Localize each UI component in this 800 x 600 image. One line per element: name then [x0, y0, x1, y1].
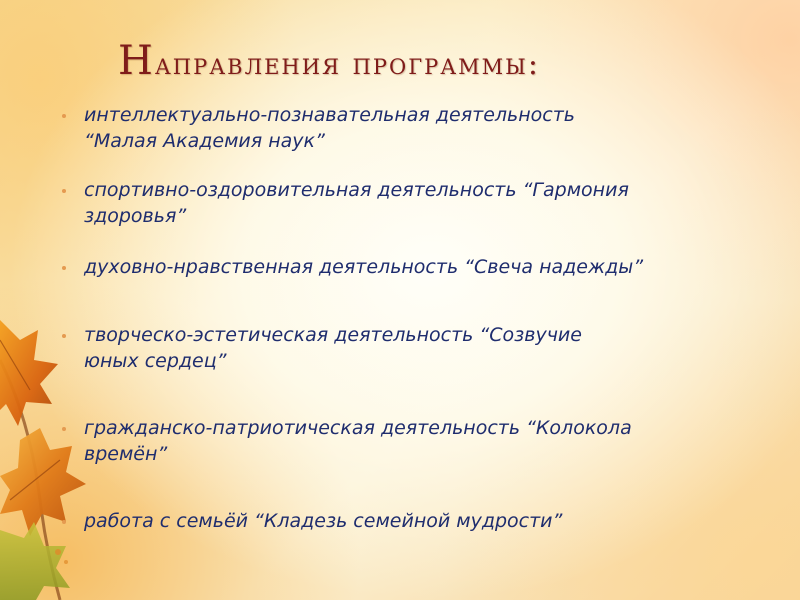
list-item-line: времён” [84, 443, 168, 465]
list-item [84, 508, 764, 534]
list-item-line: духовно-нравственная деятельность “Свеча надежды” [84, 256, 644, 278]
list-item [84, 415, 764, 467]
list-item [84, 102, 764, 154]
list-item-line: гражданско-патриотическая деятельность “Колокола [84, 417, 632, 439]
bullet-icon [62, 189, 66, 193]
list-item-line: “Малая Академия наук” [84, 130, 325, 152]
bullet-icon [62, 427, 66, 431]
list-item-line: юных сердец” [84, 350, 227, 372]
list-item [84, 254, 764, 280]
title-first-letter: Н [118, 38, 155, 84]
list-item-line: творческо-эстетическая деятельность “Созвучие [84, 324, 582, 346]
slide-title [118, 38, 738, 84]
bullet-icon [62, 520, 66, 524]
list-item-line: работа с семьёй “Кладезь семейной мудрости” [84, 510, 563, 532]
title-rest: аправления программы: [154, 47, 540, 82]
bullet-icon [62, 266, 66, 270]
list-item [84, 177, 764, 229]
list-item-line: интеллектуально-познавательная деятельность [84, 104, 575, 126]
list-item-line: здоровья” [84, 205, 187, 227]
bullet-icon [62, 334, 66, 338]
list-item-line: спортивно-оздоровительная деятельность “Гармония [84, 179, 629, 201]
bullet-icon [62, 114, 66, 118]
list-item [84, 322, 764, 374]
